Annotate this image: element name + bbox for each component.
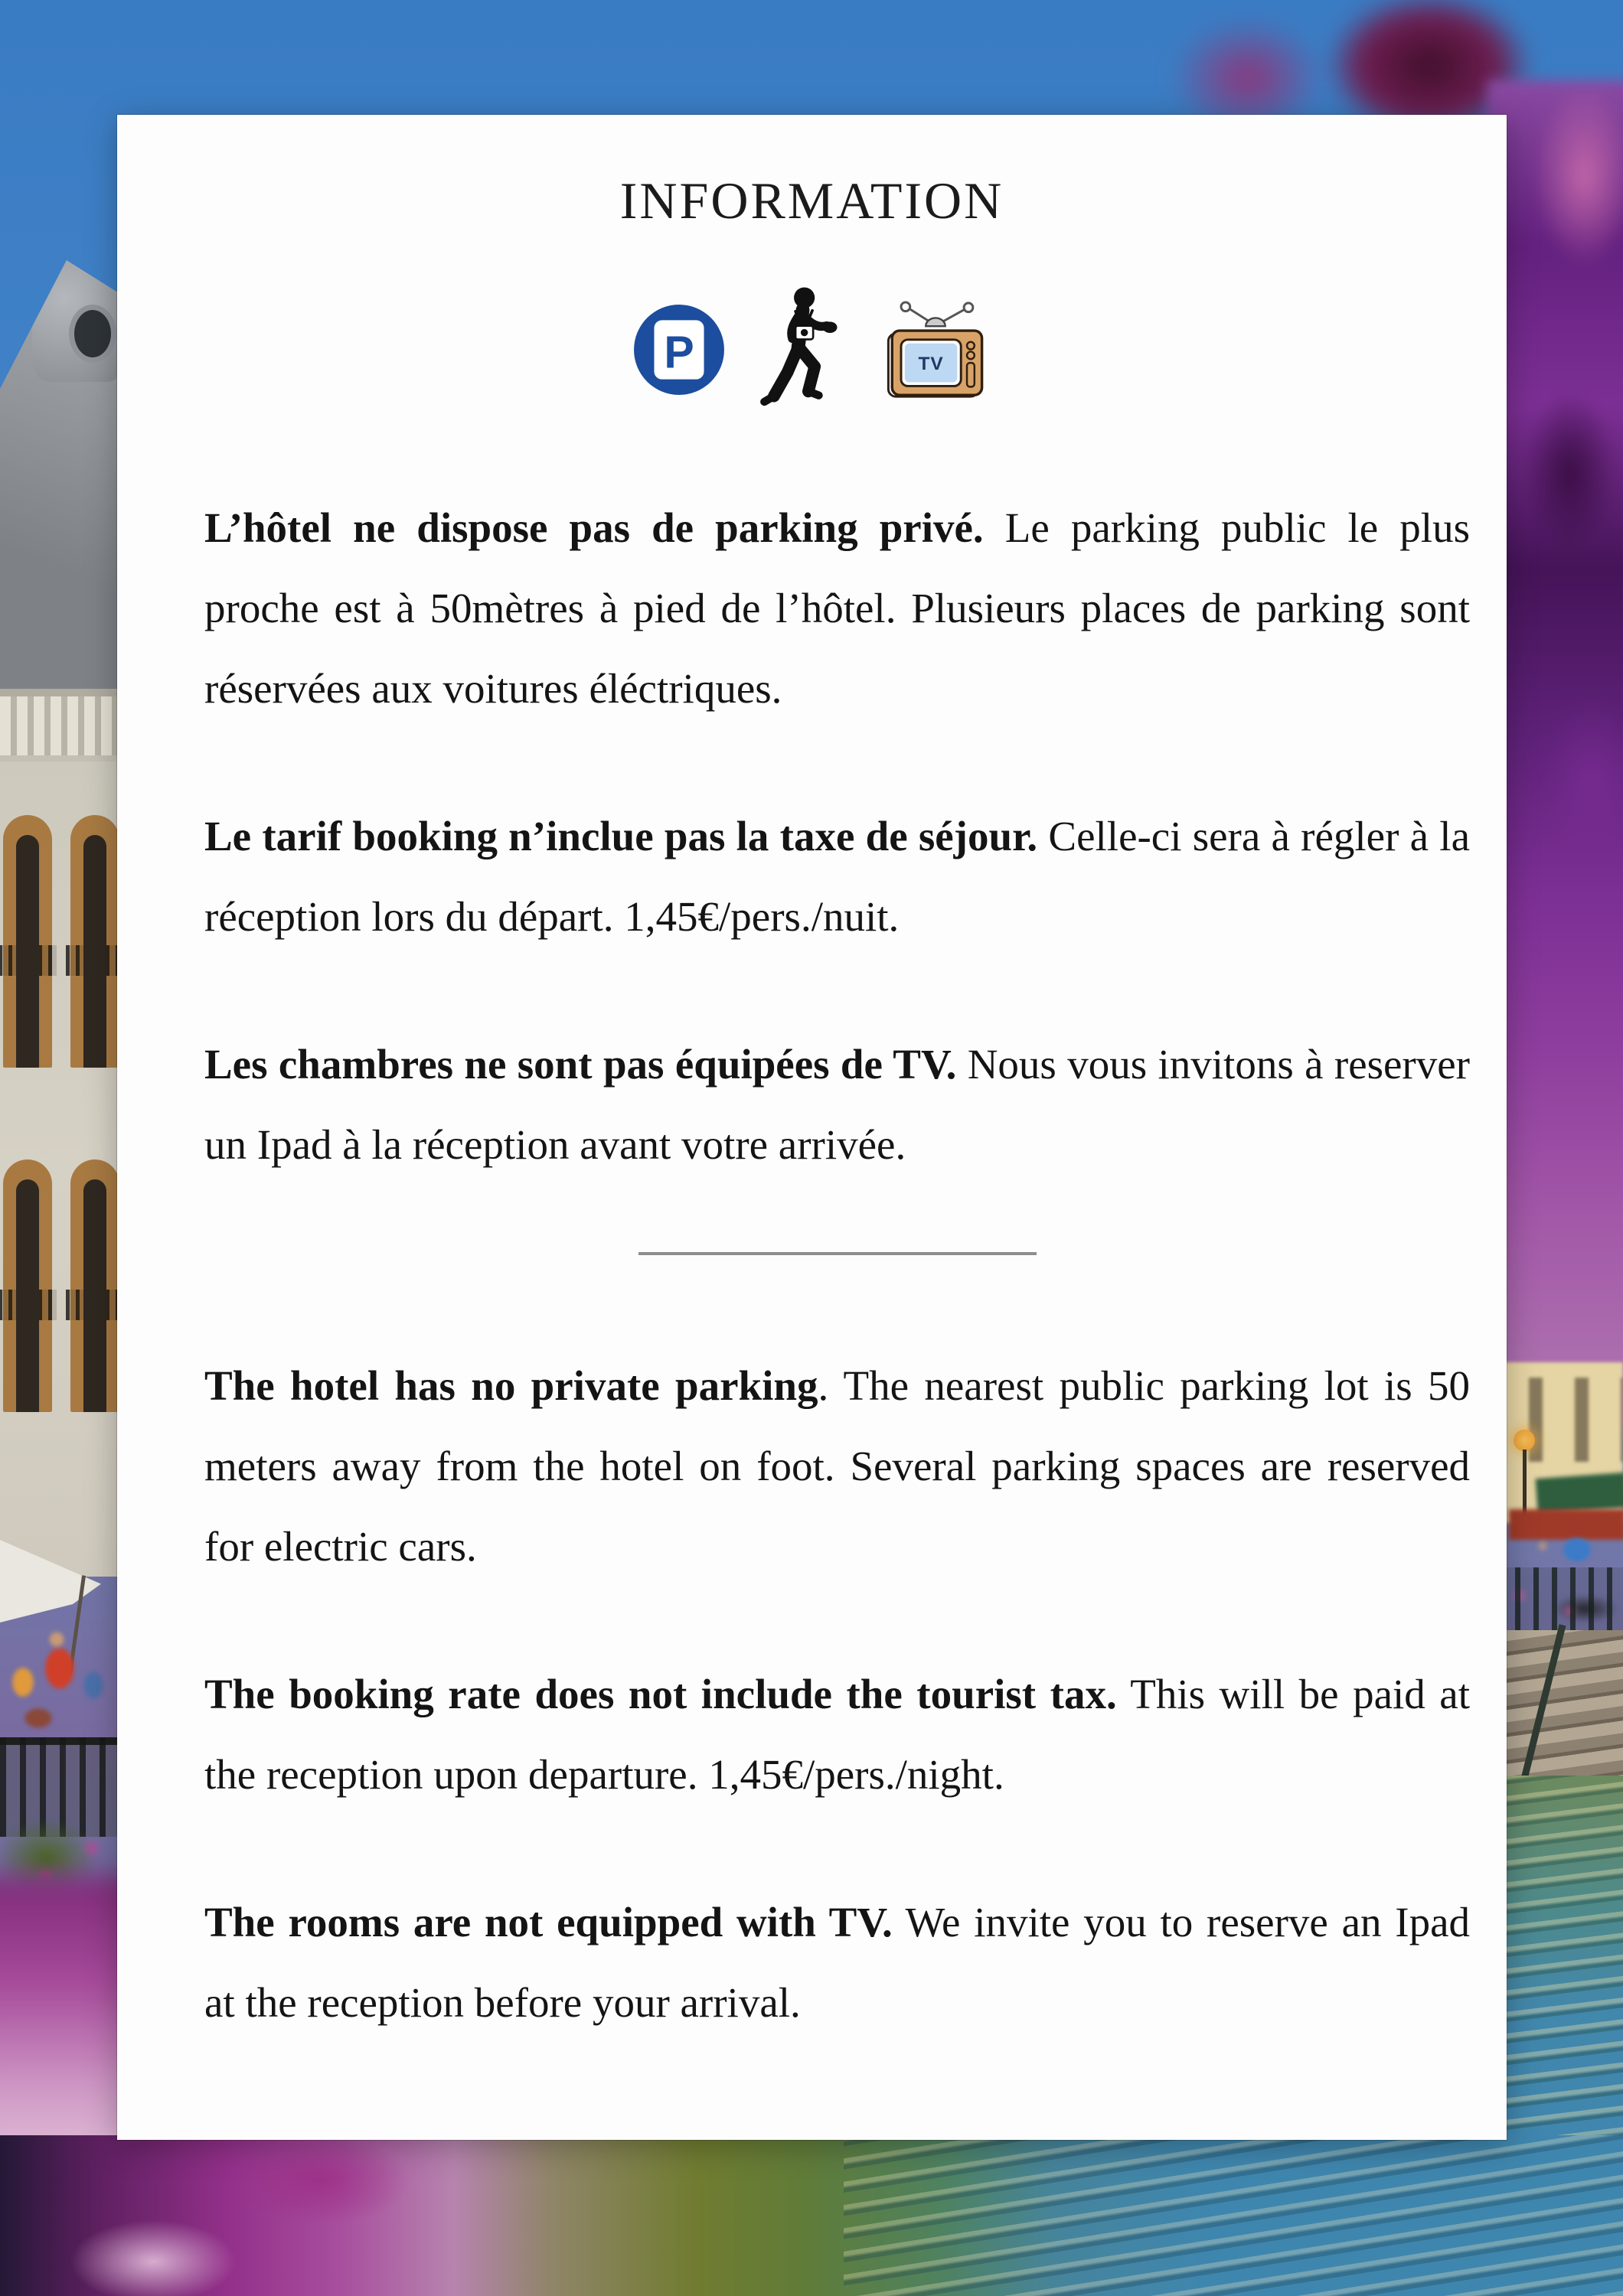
- oval-dormer-window: [69, 305, 116, 363]
- building-facade: [0, 260, 121, 1577]
- facade-wall: [0, 762, 121, 1577]
- balustrade: [0, 689, 121, 762]
- info-card: [117, 115, 1507, 2140]
- building-roof: [0, 260, 121, 689]
- steps-railing: [1497, 1567, 1623, 1632]
- stone-steps: [1497, 1630, 1623, 1795]
- street-lamp: [1514, 1430, 1535, 1451]
- notice-text: [204, 488, 1470, 2043]
- parking-letter: P: [664, 328, 694, 378]
- paragraph-en-tv: The rooms are not equipped with TV. We invite you to reserve an Ipad at the reception before your arrival.: [204, 1899, 1470, 2026]
- section-divider: [638, 1252, 1037, 1255]
- tv-icon: [878, 299, 991, 400]
- camera-lens: [801, 329, 808, 336]
- shuttered-window: [3, 1159, 52, 1412]
- shuttered-window: [70, 1159, 119, 1412]
- shuttered-window: [3, 815, 52, 1068]
- bottom-water-and-flowers: [0, 2135, 1623, 2296]
- paragraph-fr-tv: Les chambres ne sont pas équipées de TV. Nous vous invitons à reserver un Ipad à la réception avant votre arrivée.: [204, 1041, 1470, 1168]
- tv-screen-label: TV: [918, 353, 944, 374]
- page-title: INFORMATION: [619, 171, 1004, 230]
- paragraph-fr-parking: L’hôtel ne dispose pas de parking privé. Le parking public le plus proche est à 50mètres à pied de l’hôtel. Plusieurs places de parking sont réservées aux voitures éléctriques.: [204, 504, 1470, 712]
- paragraph-en-tax: The booking rate does not include the tourist tax. This will be paid at the reception upon departure. 1,45€/pers./night.: [204, 1671, 1470, 1798]
- parking-icon: [632, 303, 726, 396]
- blurred-flowers-right: [1487, 80, 1623, 1435]
- paragraph-en-parking: The hotel has no private parking. The nearest public parking lot is 50 meters away from the hotel on foot. Several parking spaces are reserved for electric cars.: [204, 1362, 1470, 1570]
- amenity-icons-row: [117, 285, 1507, 415]
- shuttered-window: [70, 815, 119, 1068]
- water-ripples: [844, 2135, 1623, 2296]
- canal-water-right: [1497, 1776, 1623, 2158]
- paragraph-fr-tax: Le tarif booking n’inclue pas la taxe de séjour. Celle-ci sera à régler à la réception lors du départ. 1,45€/pers./nuit.: [204, 813, 1470, 940]
- walking-person-icon: [758, 285, 846, 415]
- green-awning: [1536, 1473, 1623, 1514]
- canal-side-scene: [1497, 1362, 1623, 1791]
